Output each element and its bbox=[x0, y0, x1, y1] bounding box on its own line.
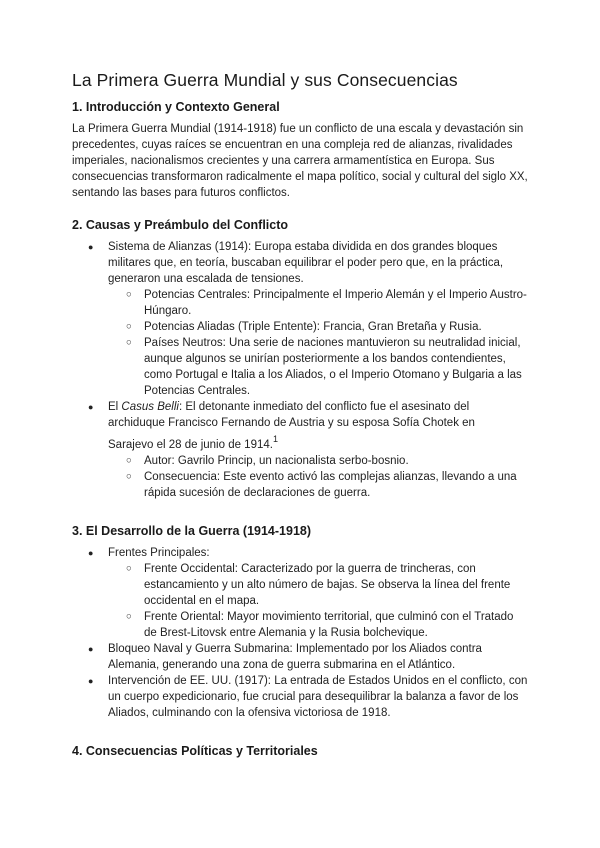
sublist bbox=[108, 561, 528, 641]
section-heading-consequences: 4. Consecuencias Políticas y Territoriales bbox=[72, 744, 318, 758]
list-item bbox=[72, 673, 528, 721]
introduction-paragraph: La Primera Guerra Mundial (1914-1918) fue un conflicto de una escala y devastación sin precedentes, cuyas raíces se encuentran en una compleja red de alianzas, rivalidades imperiales, nacionalismos crecientes y una carrera armamentística en Europa. Sus consecuencias transformaron radicalmente el mapa político, social y cultural del siglo XX, sentando las bases para futuros conflictos. bbox=[72, 123, 528, 199]
sublist-item bbox=[108, 453, 528, 469]
sublist bbox=[108, 453, 528, 501]
document-page bbox=[72, 70, 528, 765]
document-title: La Primera Guerra Mundial y sus Consecuencias bbox=[72, 70, 458, 90]
sublist-item-text: Potencias Aliadas (Triple Entente): Francia, Gran Bretaña y Rusia. bbox=[144, 321, 482, 333]
casus-belli-italic: Casus Belli bbox=[121, 401, 179, 413]
sublist-item-text: Consecuencia: Este evento activó las complejas alianzas, llevando a una rápida sucesión de declaraciones de guerra. bbox=[144, 471, 517, 499]
list-item bbox=[72, 641, 528, 673]
section-heading-introduction: 1. Introducción y Contexto General bbox=[72, 100, 280, 114]
list-item bbox=[72, 239, 528, 399]
list-item bbox=[72, 399, 528, 501]
sublist-item-text: Autor: Gavrilo Princip, un nacionalista serbo-bosnio. bbox=[144, 455, 409, 467]
sublist-item-text: Frente Oriental: Mayor movimiento territorial, que culminó con el Tratado de Brest-Litovsk entre Alemania y la Rusia bolchevique. bbox=[144, 611, 514, 639]
hollow-bullet-icon: ○ bbox=[126, 471, 132, 482]
list-item-text-continued bbox=[108, 434, 278, 453]
sublist-item bbox=[108, 287, 528, 319]
bullet-icon: ● bbox=[88, 548, 94, 558]
list-item-prefix: El bbox=[108, 401, 122, 413]
sublist-item bbox=[108, 335, 528, 399]
development-list bbox=[72, 545, 528, 721]
spacer bbox=[72, 501, 528, 524]
list-item-text: Sistema de Alianzas (1914): Europa estaba dividida en dos grandes bloques militares que, en teoría, buscaban equilibrar el poder pero que, en la práctica, generaron una escalada de tensiones. bbox=[108, 241, 504, 285]
list-item-text: Frentes Principales: bbox=[108, 547, 210, 559]
sublist-item-text: Frente Occidental: Caracterizado por la guerra de trincheras, con estancamiento y un alto número de bajas. Se observa la línea del frente occidental en el mapa. bbox=[144, 563, 511, 607]
hollow-bullet-icon: ○ bbox=[126, 611, 132, 622]
list-item-text: : El detonante inmediato del conflicto fue el asesinato del archiduque Francisco Fernando de Austria y su esposa Sofía Chotek en bbox=[108, 401, 475, 429]
sarajevo-text: Sarajevo el 28 de junio de 1914. bbox=[108, 439, 273, 451]
bullet-icon: ● bbox=[88, 644, 94, 654]
hollow-bullet-icon: ○ bbox=[126, 455, 132, 466]
hollow-bullet-icon: ○ bbox=[126, 337, 132, 348]
section-heading-causes: 2. Causas y Preámbulo del Conflicto bbox=[72, 218, 289, 232]
causes-list bbox=[72, 239, 528, 501]
section-heading-development: 3. El Desarrollo de la Guerra (1914-1918) bbox=[72, 524, 312, 538]
sublist-item-text: Potencias Centrales: Principalmente el Imperio Alemán y el Imperio Austro-Húngaro. bbox=[144, 289, 527, 317]
sublist-item bbox=[108, 469, 528, 501]
sublist-item bbox=[108, 609, 528, 641]
sublist-item-text: Países Neutros: Una serie de naciones mantuvieron su neutralidad inicial, aunque algunos se unirían posteriormente a los bandos contendientes, como Portugal e Italia a los Aliados, o el Imperio Otomano y Bulgaria a las Potencias Centrales. bbox=[144, 337, 522, 397]
list-item-text: Intervención de EE. UU. (1917): La entrada de Estados Unidos en el conflicto, con un cuerpo expedicionario, fue crucial para desequilibrar la balanza a favor de los Aliados, culminando con la ofensiva victoriosa de 1918. bbox=[108, 675, 528, 719]
hollow-bullet-icon: ○ bbox=[126, 563, 132, 574]
list-item bbox=[72, 545, 528, 641]
hollow-bullet-icon: ○ bbox=[126, 289, 132, 300]
footnote-marker[interactable]: 1 bbox=[272, 434, 278, 444]
sublist-item bbox=[108, 561, 528, 609]
sublist bbox=[108, 287, 528, 399]
bullet-icon: ● bbox=[88, 676, 94, 686]
hollow-bullet-icon: ○ bbox=[126, 321, 132, 332]
bullet-icon: ● bbox=[88, 402, 94, 412]
spacer bbox=[72, 721, 528, 744]
bullet-icon: ● bbox=[88, 242, 94, 252]
list-item-text: Bloqueo Naval y Guerra Submarina: Implementado por los Aliados contra Alemania, generando una zona de guerra submarina en el Atlántico. bbox=[108, 643, 482, 671]
sublist-item bbox=[108, 319, 528, 335]
